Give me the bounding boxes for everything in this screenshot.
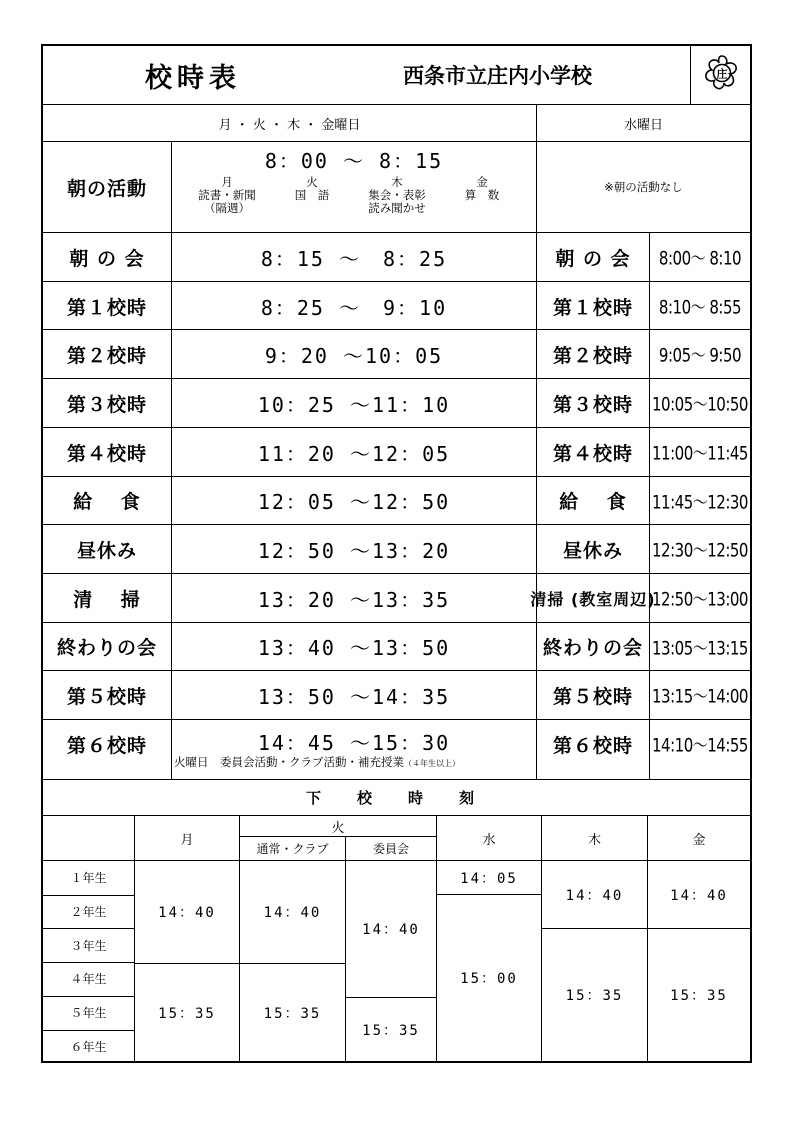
wednesday-period-time: 12:30～12:50 — [652, 538, 748, 562]
wednesday-period-time: 8:10～ 8:55 — [658, 295, 742, 318]
morning-day-fri: 金 算 数 — [464, 175, 500, 202]
wednesday-period-time: 14:10～14:55 — [652, 733, 748, 757]
divider — [649, 233, 650, 780]
wednesday-period-time: 11:00～11:45 — [652, 441, 748, 465]
period-time: 12：05 ～12：50 — [257, 490, 451, 515]
morning-activity-time: 8：00 ～ 8：15 — [264, 148, 444, 173]
emblem-char: 庄 — [716, 67, 727, 81]
dismissal-mon-low: 14：40 — [158, 905, 216, 921]
school-name: 西条市立庄内小学校 — [403, 64, 592, 88]
wednesday-period-label: 第２校時 — [552, 345, 633, 368]
morning-day-mon: 月 読書・新聞 （隔週） — [198, 175, 256, 215]
wednesday-period-label: 給 食 — [559, 491, 627, 514]
wednesday-period-time: 13:15～14:00 — [652, 685, 748, 708]
period-label: 朝 の 会 — [69, 247, 145, 270]
wednesday-period-time: 9:05～ 9:50 — [658, 344, 742, 367]
period-time: 10：25 ～11：10 — [257, 392, 451, 417]
divider — [135, 963, 345, 964]
wednesday-period-label: 昼休み — [562, 540, 623, 563]
grade-label: ６年生 — [70, 1039, 107, 1054]
period-time: 11：20 ～12：05 — [257, 441, 451, 466]
wednesday-period-label: 朝 の 会 — [555, 247, 631, 270]
morning-activity-label: 朝の活動 — [66, 177, 147, 200]
divider — [171, 142, 172, 780]
dismissal-tue-normal-low: 14：40 — [263, 905, 322, 921]
wednesday-period-label: 清掃 (教室周辺) — [530, 589, 656, 609]
period-time: 8：15 ～ 8：25 — [260, 246, 448, 271]
period-time: 13：20 ～13：35 — [257, 587, 451, 612]
dismissal-wed-g1: 14：05 — [460, 870, 518, 887]
wednesday-period-time: 8:00～ 8:10 — [658, 246, 742, 270]
dismissal-fri-low: 14：40 — [670, 887, 728, 904]
wednesday-header: 水曜日 — [623, 117, 663, 133]
dismissal-header-tue: 火 — [331, 820, 345, 836]
period-label: 第４校時 — [66, 442, 147, 465]
dismissal-thu-low: 14：40 — [565, 887, 624, 904]
period-time: 14：45 ～15：30 — [257, 731, 451, 755]
weekday-header: 月 ・ 火 ・ 木 ・ 金曜日 — [218, 117, 361, 133]
dismissal-fri-high: 15：35 — [670, 988, 728, 1004]
period-label: 第１校時 — [66, 296, 147, 319]
morning-day-thu: 木 集会・表彰 読み聞かせ — [368, 175, 426, 215]
wednesday-period-label: 第６校時 — [552, 734, 633, 757]
period-time: 9：20 ～10：05 — [264, 344, 444, 369]
divider — [647, 816, 648, 1061]
dismissal-header-tue-committee: 委員会 — [372, 842, 409, 856]
morning-activity-days — [172, 176, 536, 226]
wednesday-morning-note: ※朝の活動なし — [604, 179, 683, 194]
divider — [240, 836, 436, 837]
period-label: 給 食 — [73, 491, 141, 514]
school-emblem-icon — [691, 46, 752, 104]
page-title: 校時表 — [145, 62, 241, 94]
wednesday-period-label: 第３校時 — [552, 393, 633, 416]
wednesday-period-label: 終わりの会 — [542, 637, 643, 660]
grade-label: ５年生 — [70, 1006, 107, 1021]
divider — [536, 105, 537, 780]
wednesday-period-label: 第５校時 — [552, 686, 633, 709]
dismissal-title: 下校時刻 — [305, 789, 510, 807]
period-label: 終わりの会 — [56, 637, 157, 660]
period-label: 第６校時 — [66, 734, 147, 757]
wednesday-period-time: 11:45～12:30 — [652, 490, 748, 513]
period-time: 8：25 ～ 9：10 — [260, 295, 448, 320]
grade-label: ３年生 — [70, 938, 107, 953]
period-label: 第３校時 — [66, 393, 147, 416]
dismissal-header-wed: 水 — [482, 832, 496, 848]
dismissal-header-tue-normal: 通常・クラブ — [256, 842, 329, 856]
dismissal-tue-normal-high: 15：35 — [263, 1005, 322, 1022]
wednesday-period-time: 13:05～13:15 — [652, 636, 748, 659]
wednesday-period-time: 12:50～13:00 — [652, 587, 748, 611]
morning-day-tue: 火 国 語 — [294, 175, 330, 202]
divider — [346, 997, 436, 998]
dismissal-header-thu: 木 — [587, 832, 601, 848]
divider — [542, 928, 750, 929]
period-time: 12：50 ～13：20 — [257, 539, 451, 564]
sixth-period-note: 火曜日 委員会活動・クラブ活動・補充授業（４年生以上） — [174, 755, 460, 769]
period-label: 清 掃 — [73, 588, 141, 611]
dismissal-mon-high: 15：35 — [158, 1005, 216, 1022]
dismissal-header-fri: 金 — [692, 832, 706, 848]
divider — [436, 816, 437, 1061]
grade-label: ４年生 — [70, 972, 107, 987]
dismissal-thu-high: 15：35 — [565, 988, 624, 1004]
wednesday-period-label: 第４校時 — [552, 442, 633, 465]
dismissal-header-mon: 月 — [180, 832, 194, 848]
period-time: 13：50 ～14：35 — [257, 685, 451, 710]
dismissal-wed-rest: 15：00 — [460, 971, 518, 987]
wednesday-period-label: 第１校時 — [552, 296, 633, 319]
timetable-sheet — [41, 44, 752, 1063]
divider — [541, 816, 542, 1061]
divider — [437, 894, 541, 895]
divider — [345, 837, 346, 1061]
dismissal-tue-committee-low: 14：40 — [362, 921, 420, 938]
grade-label: ２年生 — [70, 905, 107, 920]
dismissal-tue-committee-high: 15：35 — [362, 1022, 420, 1039]
period-label: 昼休み — [76, 540, 137, 563]
divider — [239, 816, 240, 1061]
grade-label: １年生 — [70, 871, 107, 886]
wednesday-period-time: 10:05～10:50 — [652, 392, 748, 416]
period-label: 第５校時 — [66, 686, 147, 709]
period-label: 第２校時 — [66, 345, 147, 368]
divider — [134, 816, 135, 1061]
period-time: 13：40 ～13：50 — [257, 636, 451, 661]
